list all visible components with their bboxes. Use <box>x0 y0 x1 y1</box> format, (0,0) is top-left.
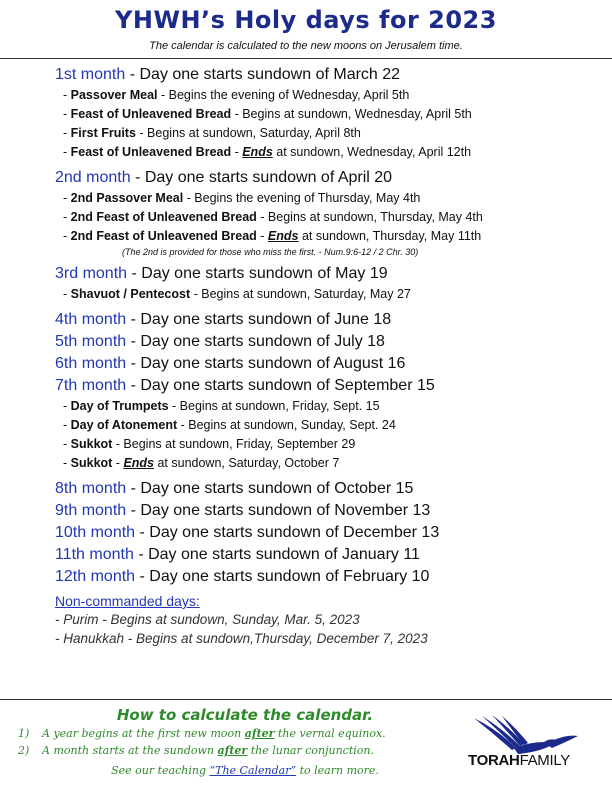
event-name: Day of Trumpets <box>70 399 169 413</box>
event-detail: - Begins the evening of Thursday, May 4th <box>183 191 421 205</box>
month-name: 10th month <box>55 524 136 541</box>
event-detail-post: at sundown, Wednesday, April 12th <box>272 145 472 159</box>
event-name: Sukkot <box>70 456 113 470</box>
event-prefix: - <box>63 145 71 159</box>
event-detail-post: at sundown, Saturday, October 7 <box>154 456 340 470</box>
event-prefix: - <box>63 107 71 121</box>
event-detail: - Begins at sundown, Friday, September 29 <box>112 437 356 451</box>
month-name: 1st month <box>55 66 126 83</box>
non-commanded-title: Non-commanded days: <box>55 593 200 609</box>
event-item <box>63 124 605 143</box>
month-note: (The 2nd is provided for those who miss the first. - Num.9:6-12 / 2 Chr. 30) <box>122 247 419 257</box>
event-detail: - <box>231 145 243 159</box>
event-prefix: - <box>63 418 71 432</box>
event-detail: - <box>256 229 268 243</box>
month-row <box>55 478 605 500</box>
page-title: YHWH’s Holy days for 2023 <box>115 6 497 34</box>
month-start: - Day one starts sundown of May 19 <box>127 265 388 282</box>
month-start: - Day one starts sundown of March 22 <box>125 66 401 83</box>
non-commanded-item: - Hanukkah - Begins at sundown,Thursday, December 7, 2023 <box>55 631 428 646</box>
event-detail: - <box>112 456 124 470</box>
event-ends: Ends <box>267 229 299 243</box>
howto-title: How to calculate the calendar. <box>116 706 374 724</box>
month-row <box>55 375 605 397</box>
non-commanded-item: - Purim - Begins at sundown, Sunday, Mar. 5, 2023 <box>55 612 360 627</box>
event-name: Passover Meal <box>70 88 158 102</box>
event-name: 2nd Feast of Unleavened Bread <box>70 229 257 243</box>
month-start: - Day one starts sundown of January 11 <box>133 546 420 563</box>
event-item <box>63 227 605 246</box>
month-start: - Day one starts sundown of September 15 <box>126 377 435 394</box>
top-divider <box>0 58 612 59</box>
event-name: 2nd Passover Meal <box>70 191 184 205</box>
month-row <box>55 263 605 285</box>
event-prefix: - <box>63 88 71 102</box>
month-name: 7th month <box>55 377 127 394</box>
event-item <box>63 105 605 124</box>
month-name: 3rd month <box>55 265 128 282</box>
event-detail-post: at sundown, Thursday, May 11th <box>298 229 482 243</box>
month-name: 4th month <box>55 311 127 328</box>
month-start: - Day one starts sundown of October 15 <box>126 480 414 497</box>
event-prefix: - <box>63 191 71 205</box>
month-row <box>55 167 605 189</box>
event-prefix: - <box>63 229 71 243</box>
event-prefix: - <box>63 126 71 140</box>
month-row <box>55 309 605 331</box>
event-name: First Fruits <box>70 126 136 140</box>
event-item <box>63 397 605 416</box>
event-detail: - Begins at sundown, Saturday, May 27 <box>190 287 411 301</box>
event-item <box>63 189 605 208</box>
month-row <box>55 544 605 566</box>
month-name: 2nd month <box>55 169 131 186</box>
event-detail: - Begins at sundown, Thursday, May 4th <box>256 210 483 224</box>
event-item <box>63 435 605 454</box>
event-detail: - Begins at sundown, Sunday, Sept. 24 <box>177 418 396 432</box>
event-name: Feast of Unleavened Bread <box>70 145 232 159</box>
month-start: - Day one starts sundown of April 20 <box>130 169 393 186</box>
page-subtitle: The calendar is calculated to the new moons on Jerusalem time. <box>149 40 463 52</box>
month-name: 6th month <box>55 355 127 372</box>
event-item <box>63 454 605 473</box>
event-item <box>63 86 605 105</box>
month-name: 5th month <box>55 333 127 350</box>
event-name: Shavuot / Pentecost <box>70 287 191 301</box>
event-detail: - Begins the evening of Wednesday, April 5th <box>157 88 410 102</box>
event-name: Sukkot <box>70 437 113 451</box>
event-item <box>63 143 605 162</box>
month-start: - Day one starts sundown of July 18 <box>126 333 385 350</box>
month-row <box>55 566 605 588</box>
bottom-divider <box>0 699 612 700</box>
event-name: Day of Atonement <box>70 418 178 432</box>
month-name: 8th month <box>55 480 127 497</box>
event-item <box>63 285 605 304</box>
teaching-line: See our teaching “The Calendar” to learn more. <box>111 764 379 777</box>
month-row <box>55 500 605 522</box>
event-item <box>63 208 605 227</box>
event-detail: - Begins at sundown, Saturday, April 8th <box>135 126 361 140</box>
month-start: - Day one starts sundown of December 13 <box>135 524 440 541</box>
event-ends: Ends <box>242 145 273 159</box>
event-detail: - Begins at sundown, Wednesday, April 5th <box>231 107 472 121</box>
month-row <box>55 353 605 375</box>
the-calendar-link[interactable]: “The Calendar” <box>209 764 297 777</box>
month-start: - Day one starts sundown of June 18 <box>126 311 392 328</box>
event-prefix: - <box>63 456 71 470</box>
rule-line-2: 2) A month starts at the sundown after the lunar conjunction. <box>18 744 374 757</box>
howto-rules <box>18 725 478 759</box>
event-name: 2nd Feast of Unleavened Bread <box>70 210 257 224</box>
torah-family-logo-text: TORAHFAMILY <box>468 752 570 769</box>
month-start: - Day one starts sundown of August 16 <box>126 355 406 372</box>
month-start: - Day one starts sundown of November 13 <box>126 502 431 519</box>
month-row <box>55 522 605 544</box>
month-start: - Day one starts sundown of February 10 <box>135 568 430 585</box>
holy-days-list <box>55 64 605 648</box>
event-prefix: - <box>63 287 71 301</box>
month-name: 12th month <box>55 568 136 585</box>
month-name: 9th month <box>55 502 127 519</box>
month-row <box>55 64 605 86</box>
event-name: Feast of Unleavened Bread <box>70 107 232 121</box>
event-prefix: - <box>63 399 71 413</box>
event-detail: - Begins at sundown, Friday, Sept. 15 <box>168 399 380 413</box>
rule-line-1: 1) A year begins at the first new moon after the vernal equinox. <box>18 727 386 740</box>
month-name: 11th month <box>55 546 134 563</box>
event-prefix: - <box>63 437 71 451</box>
month-row <box>55 331 605 353</box>
event-item <box>63 416 605 435</box>
event-ends: Ends <box>123 456 154 470</box>
event-prefix: - <box>63 210 71 224</box>
